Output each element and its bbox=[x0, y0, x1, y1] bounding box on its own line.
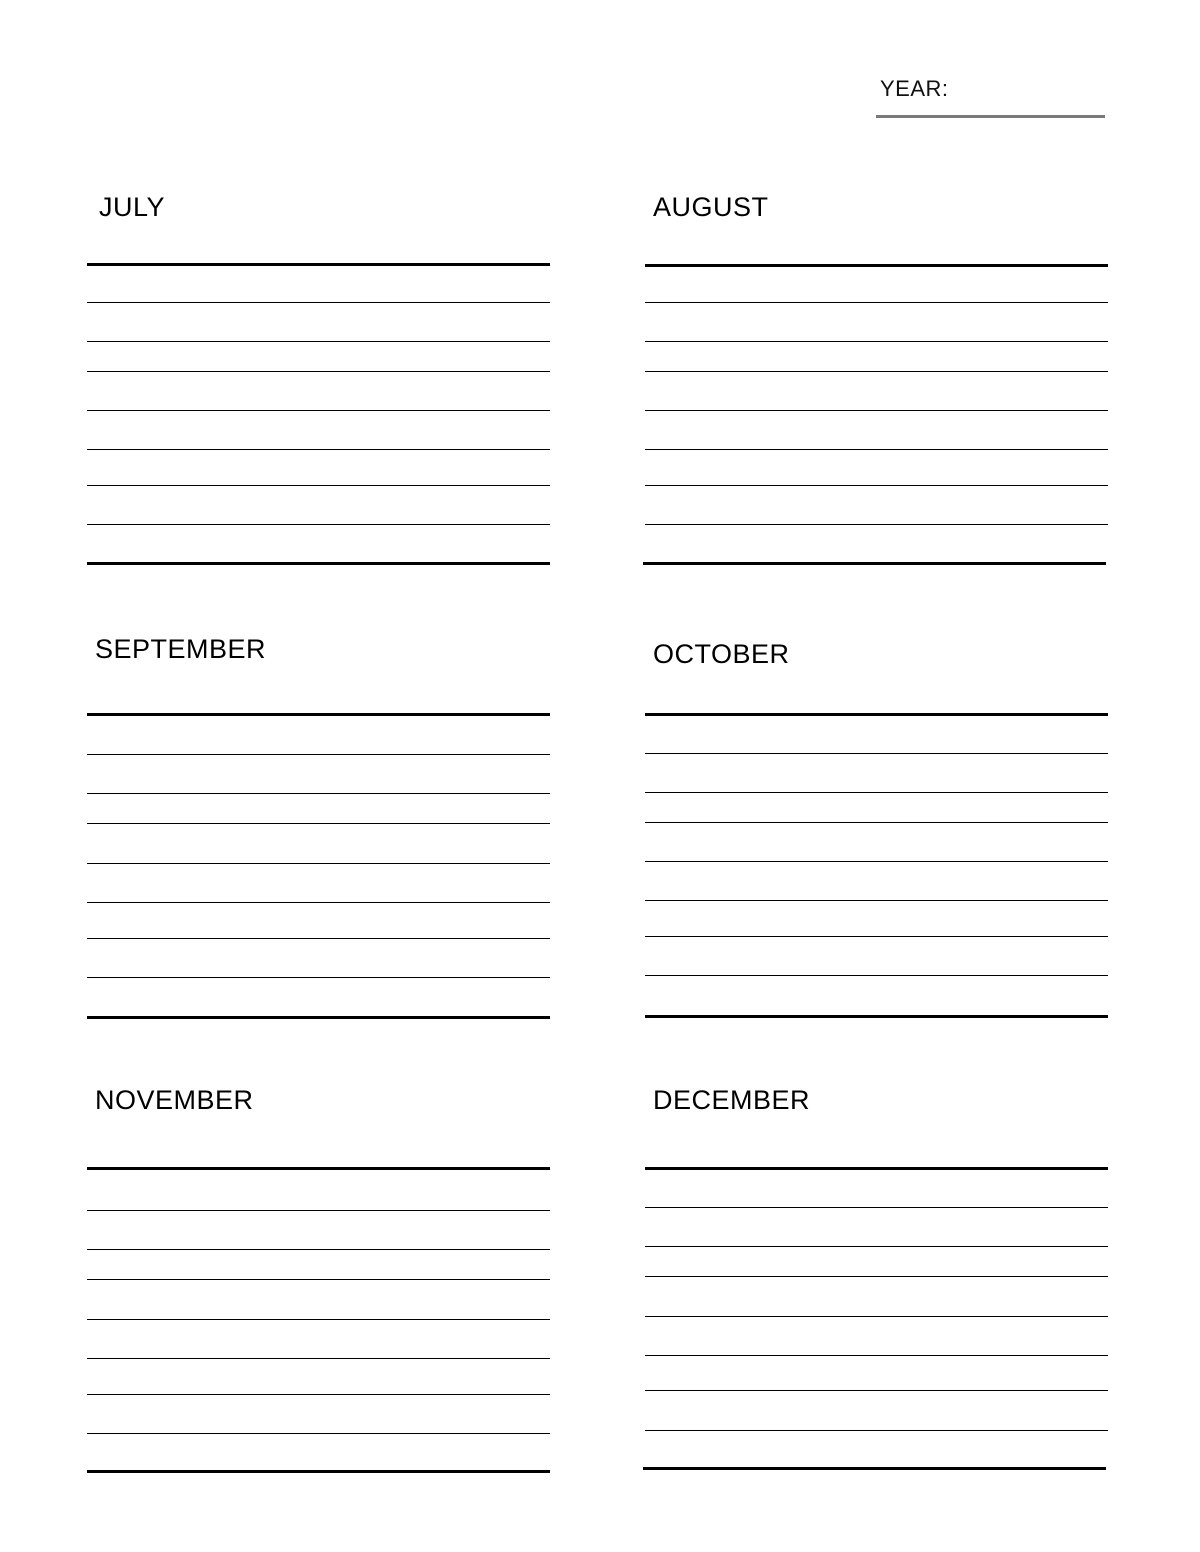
month-title: OCTOBER bbox=[653, 639, 790, 669]
ruled-line[interactable] bbox=[645, 822, 1108, 823]
ruled-line[interactable] bbox=[645, 1207, 1108, 1208]
ruled-line[interactable] bbox=[645, 861, 1108, 862]
ruled-line[interactable] bbox=[87, 1016, 550, 1019]
ruled-line[interactable] bbox=[87, 1167, 550, 1170]
ruled-line[interactable] bbox=[645, 449, 1108, 450]
ruled-line[interactable] bbox=[87, 302, 550, 303]
ruled-line[interactable] bbox=[87, 938, 550, 939]
ruled-line[interactable] bbox=[87, 1358, 550, 1359]
ruled-line[interactable] bbox=[87, 863, 550, 864]
ruled-line[interactable] bbox=[645, 1167, 1108, 1170]
ruled-line[interactable] bbox=[645, 1390, 1108, 1391]
ruled-line[interactable] bbox=[87, 902, 550, 903]
ruled-line[interactable] bbox=[645, 341, 1108, 342]
ruled-line[interactable] bbox=[87, 449, 550, 450]
month-title: AUGUST bbox=[653, 192, 769, 222]
ruled-line[interactable] bbox=[645, 713, 1108, 716]
ruled-line[interactable] bbox=[645, 371, 1108, 372]
ruled-line[interactable] bbox=[87, 1319, 550, 1320]
ruled-line[interactable] bbox=[645, 900, 1108, 901]
ruled-line[interactable] bbox=[645, 753, 1108, 754]
ruled-line[interactable] bbox=[87, 754, 550, 755]
ruled-line[interactable] bbox=[87, 1249, 550, 1250]
ruled-line[interactable] bbox=[87, 410, 550, 411]
ruled-line[interactable] bbox=[643, 562, 1106, 565]
ruled-line[interactable] bbox=[645, 302, 1108, 303]
ruled-line[interactable] bbox=[645, 1246, 1108, 1247]
ruled-line[interactable] bbox=[87, 1470, 550, 1473]
ruled-line[interactable] bbox=[645, 1430, 1108, 1431]
ruled-line[interactable] bbox=[87, 1210, 550, 1211]
year-label: YEAR: bbox=[880, 76, 949, 101]
year-write-line[interactable] bbox=[876, 115, 1105, 118]
ruled-line[interactable] bbox=[645, 1355, 1108, 1356]
ruled-line[interactable] bbox=[87, 341, 550, 342]
ruled-line[interactable] bbox=[645, 524, 1108, 525]
ruled-line[interactable] bbox=[87, 793, 550, 794]
ruled-line[interactable] bbox=[87, 1433, 550, 1434]
month-title: NOVEMBER bbox=[95, 1085, 254, 1115]
month-title: SEPTEMBER bbox=[95, 634, 267, 664]
ruled-line[interactable] bbox=[87, 1279, 550, 1280]
ruled-line[interactable] bbox=[87, 263, 550, 266]
month-block-july bbox=[87, 194, 551, 514]
ruled-line[interactable] bbox=[645, 1015, 1108, 1018]
ruled-line[interactable] bbox=[645, 1316, 1108, 1317]
ruled-line[interactable] bbox=[645, 410, 1108, 411]
ruled-line[interactable] bbox=[87, 371, 550, 372]
ruled-line[interactable] bbox=[87, 713, 550, 716]
ruled-line[interactable] bbox=[645, 485, 1108, 486]
ruled-line[interactable] bbox=[87, 562, 550, 565]
ruled-line[interactable] bbox=[87, 823, 550, 824]
month-block-november bbox=[87, 1087, 551, 1407]
ruled-line[interactable] bbox=[645, 936, 1108, 937]
ruled-line[interactable] bbox=[645, 1276, 1108, 1277]
ruled-line[interactable] bbox=[87, 485, 550, 486]
ruled-line[interactable] bbox=[645, 792, 1108, 793]
ruled-line[interactable] bbox=[87, 1394, 550, 1395]
month-block-december bbox=[645, 1087, 1109, 1407]
month-title: JULY bbox=[99, 192, 166, 222]
ruled-line[interactable] bbox=[643, 1467, 1106, 1470]
month-block-august bbox=[645, 194, 1109, 514]
ruled-line[interactable] bbox=[87, 977, 550, 978]
ruled-line[interactable] bbox=[87, 524, 550, 525]
ruled-line[interactable] bbox=[645, 975, 1108, 976]
ruled-line[interactable] bbox=[645, 264, 1108, 267]
month-block-october bbox=[645, 641, 1109, 961]
month-title: DECEMBER bbox=[653, 1085, 811, 1115]
month-block-september bbox=[87, 636, 551, 956]
